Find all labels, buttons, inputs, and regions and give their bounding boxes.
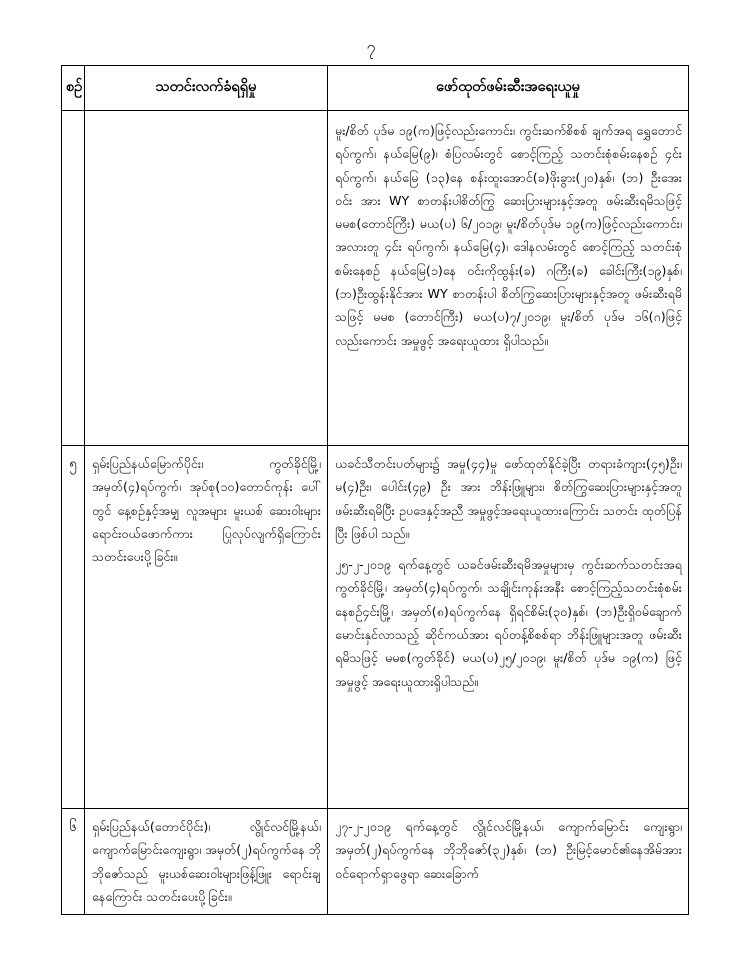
- table-row: [62, 446, 689, 809]
- report-table: [61, 65, 689, 915]
- column-header-serial: စဉ်: [62, 66, 85, 111]
- row-actions: [328, 446, 689, 809]
- table-row: [62, 111, 689, 446]
- row-information: ရှမ်းပြည်နယ်မြောက်ပိုင်း၊ ကွတ်ခိုင်မြို့၊ အမှတ်(၄)ရပ်ကွက်၊ အုပ်စု(၁၀)တောင်ကုန်း ပေါ်တွင် နေ့စဉ်နှင့်အမျှ လူအများ မူးယစ် ဆေးဝါးများ ရောင်းဝယ်ဖောက်ကား ပြုလုပ်လျက်ရှိကြောင်းသတင်းပေးပို့ခြင်း။: [85, 446, 328, 809]
- row-actions: [328, 111, 689, 446]
- action-paragraph: ၂၇-၂-၂၀၁၉ ရက်နေ့တွင် လွိုင်လင်မြို့နယ်၊ ကျောက်မြောင်း ကျေးရွာ၊ အမှတ်(၂)ရပ်ကွက်နေ ဘိုဘိုဇော်(၃၂)နှစ်၊ (ဘ) ဦးမြင့်မောင်၏နေအိမ်အား ဝင်ရောက်ရှာဖွေရာ ဆေးခြောက်: [335, 819, 682, 881]
- column-header-information-received: သတင်းလက်ခံရရှိမှု: [85, 66, 328, 111]
- page-number: ၇: [366, 37, 376, 56]
- row-serial: ၅: [62, 446, 85, 809]
- row-information: [85, 111, 328, 446]
- row-actions: [328, 809, 689, 915]
- row-serial: ၆: [62, 809, 85, 915]
- column-header-action-taken: ဖော်ထုတ်ဖမ်းဆီးအရေးယူမှု: [328, 66, 689, 111]
- action-paragraph: ၂၅-၂-၂၀၁၉ ရက်နေ့တွင် ယခင်ဖမ်းဆီးရမိအမှုများမှ ကွင်းဆက်သတင်းအရ ကွတ်ခိုင်မြို့၊ အမှတ်(၄)ရပ်ကွက်၊ သချိုင်းကုန်းအနီး စောင့်ကြည့်သတင်းစုံစမ်းနေစဉ်၄င်းမြို့၊ အမှတ်(၈)ရပ်ကွက်နေ ရှိရင်စိမ်း(၃၀)နှစ်၊ (ဘ)ဦးရှိဝမ်ချောက် မောင်းနှင်လာသည့် ဆိုင်ကယ်အား ရပ်တန့်စိစစ်ရာ ဘိန်းဖြူများအတူ ဖမ်းဆီးရမိသဖြင့် မမစ(ကွတ်ခိုင်) မယ(ပ)၂၅/၂၀၁၉၊ မူး/စိတ် ပုဒ်မ ၁၉(က) ဖြင့် အမှုဖွင့် အရေးယူထားရှိပါသည်။: [335, 557, 682, 689]
- action-paragraph: ယခင်သီတင်းပတ်များ၌ အမှု(၄၄)မှု ဖော်ထုတ်နိုင်ခဲ့ပြီး တရားခံကျား(၄၅)ဦး၊ မ(၄)ဦး၊ ပေါင်း(၄၉) ဦး အား ဘိန်းဖြူများ၊ စိတ်ကြွဆေးပြားများနှင့်အတူ ဖမ်းဆီးရမိပြီး ဥပဒေနှင့်အညီ အမှုဖွင့်အရေးယူထားကြောင်း သတင်း ထုတ်ပြန်ပြီး ဖြစ်ပါ သည်။: [335, 456, 682, 541]
- table-row: [62, 809, 689, 915]
- row-information: ရှမ်းပြည်နယ်(တောင်ပိုင်း)၊ လွိုင်လင်မြို့နယ်၊ ကျောက်မြောင်းကျေးရွာ၊ အမှတ်(၂)ရပ်ကွက်နေ ဘိုဘိုဇော်သည် မူးယစ်ဆေးဝါးများဖြန့်ဖြူး ရောင်းချနေကြောင်း သတင်းပေးပို့ခြင်း။: [85, 809, 328, 915]
- row-serial: [62, 111, 85, 446]
- action-paragraph: မူး/စိတ် ပုဒ်မ ၁၉(က)ဖြင့်လည်းကောင်း၊ ကွင်းဆက်စိစစ် ချက်အရ ရွှေတောင်ရပ်ကွက်၊ နယ်မြေ(၉)၊ စံပြလမ်းတွင် စောင့်ကြည့် သတင်းစုံစမ်းနေစဉ် ၄င်းရပ်ကွက်၊ နယ်မြေ (၁၃)နေ စန်းထူးအောင်(ခ)ဖိုးခွား(၂၀)နှစ်၊ (ဘ) ဦးအေးဝင်း အား WY စာတန်းပါစိတ်ကြွ ဆေးပြားများနှင့်အတူ ဖမ်းဆီးရမိသဖြင့် မမစ(တောင်ကြီး) မယ(ပ) ၆/၂၀၁၉၊ မူး/စိတ်ပုဒ်မ ၁၉(က)ဖြင့်လည်းကောင်း၊ အလားတူ ၄င်း ရပ်ကွက်၊ နယ်မြေ(၄)၊ ဒေါနလမ်းတွင် စောင့်ကြည့် သတင်းစုံစမ်းနေစဉ် နယ်မြေ(၁)နေ ဝင်းကိုထွန်း(ခ) ဂကြီး(ခ) ခေါင်းကြီး(၁၉)နှစ်၊ (ဘ)ဦးထွန်းနိုင်အား WY စာတန်းပါ စိတ်ကြွဆေးပြားများနှင့်အတူ ဖမ်းဆီးရမိ သဖြင့် မမစ (တောင်ကြီး) မယ(ပ)၇/၂၀၁၉၊ မူး/စိတ် ပုဒ်မ ၁၆(ဂ)ဖြင့် လည်းကောင်း အမှုဖွင့် အရေးယူထား ရှိပါသည်။: [335, 123, 682, 348]
- table-header-row: [62, 66, 689, 111]
